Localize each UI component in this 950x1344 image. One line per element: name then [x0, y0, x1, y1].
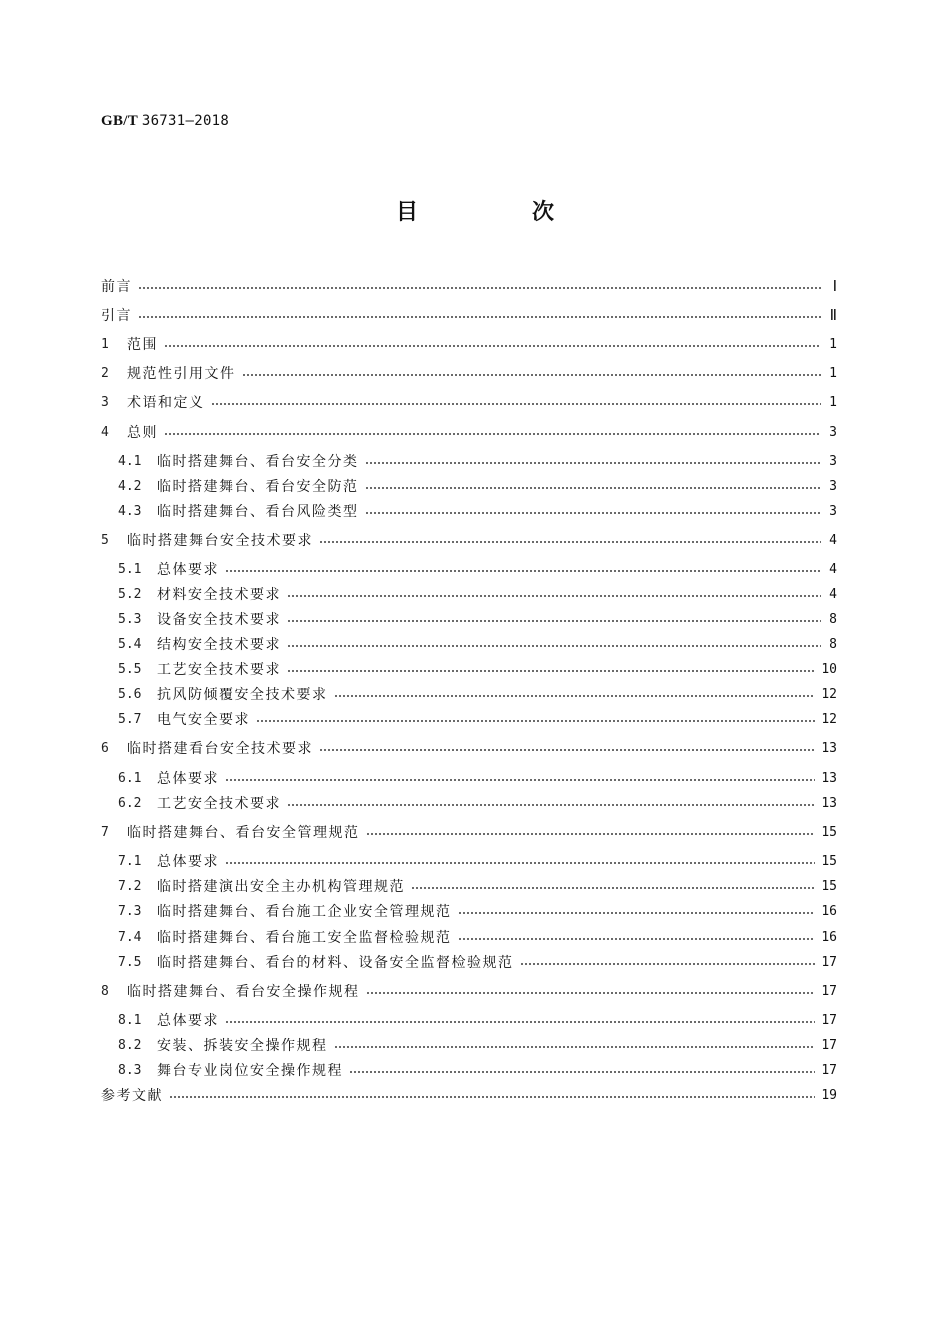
toc-entry-number: 3 — [101, 394, 109, 410]
toc-entry-number: 5.5 — [118, 661, 142, 677]
toc-entry[interactable] — [118, 900, 837, 922]
toc-entry-number: 7.1 — [118, 853, 142, 869]
toc-entry-title: 临时搭建看台安全技术要求 — [127, 741, 313, 757]
toc-entry[interactable] — [101, 333, 837, 355]
toc-dot-leader — [138, 275, 821, 297]
toc-entry-page: 17 — [821, 1037, 837, 1053]
toc-entry-title: 参考文献 — [101, 1088, 163, 1104]
toc-entry-number: 6.2 — [118, 795, 142, 811]
toc-dot-leader — [319, 529, 821, 551]
toc-entry-title: 临时搭建演出安全主办机构管理规范 — [157, 879, 405, 895]
toc-title: 目 次 — [395, 200, 600, 225]
toc-entry-page: 1 — [829, 365, 837, 381]
toc-entry-page: 1 — [829, 336, 837, 352]
toc-dot-leader — [334, 683, 816, 705]
toc-dot-leader — [319, 737, 815, 759]
toc-dot-leader — [211, 391, 822, 413]
toc-entry-page: 3 — [829, 424, 837, 440]
toc-entry[interactable] — [118, 1009, 837, 1031]
toc-entry-number: 8.1 — [118, 1012, 142, 1028]
toc-entry-title: 材料安全技术要求 — [157, 587, 281, 603]
toc-entry[interactable] — [118, 558, 837, 580]
toc-entry-title: 工艺安全技术要求 — [157, 796, 281, 812]
toc-entry[interactable] — [118, 850, 837, 872]
toc-dot-leader — [365, 500, 822, 522]
toc-dot-leader — [225, 850, 815, 872]
toc-entry-page: 17 — [821, 1012, 837, 1028]
toc-dot-leader — [164, 421, 821, 443]
toc-entry[interactable] — [118, 926, 837, 948]
toc-entry-number: 8.2 — [118, 1037, 142, 1053]
toc-entry-title: 范围 — [127, 337, 158, 353]
toc-entry-number: 8.3 — [118, 1062, 142, 1078]
toc-entry-title: 临时搭建舞台、看台的材料、设备安全监督检验规范 — [157, 955, 514, 971]
toc-entry[interactable] — [101, 737, 837, 759]
toc-entry[interactable] — [118, 683, 837, 705]
toc-entry-page: 4 — [829, 586, 837, 602]
toc-entry-number: 1 — [101, 336, 109, 352]
toc-entry-page: 15 — [821, 824, 837, 840]
toc-entry[interactable] — [118, 1034, 837, 1056]
toc-entry[interactable] — [101, 529, 837, 551]
toc-entry-page: 15 — [821, 878, 837, 894]
toc-entry-number: 6.1 — [118, 770, 142, 786]
toc-dot-leader — [334, 1034, 816, 1056]
toc-entry-number: 4.1 — [118, 453, 142, 469]
toc-dot-leader — [287, 608, 821, 630]
toc-entry[interactable] — [101, 821, 837, 843]
toc-entry-page: 10 — [821, 661, 837, 677]
toc-entry[interactable] — [101, 275, 837, 297]
toc-dot-leader — [287, 583, 821, 605]
toc-entry-number: 7.5 — [118, 954, 142, 970]
toc-entry-title: 工艺安全技术要求 — [157, 662, 281, 678]
toc-dot-leader — [164, 333, 821, 355]
toc-entry-title: 前言 — [101, 279, 132, 295]
toc-dot-leader — [520, 951, 816, 973]
toc-entry[interactable] — [101, 304, 837, 326]
toc-entry-number: 6 — [101, 740, 109, 756]
toc-entry-number: 8 — [101, 983, 109, 999]
document-code-number: 36731—2018 — [141, 113, 230, 129]
toc-entry-title: 临时搭建舞台、看台安全管理规范 — [127, 825, 360, 841]
toc-entry-page: 17 — [821, 1062, 837, 1078]
toc-entry-number: 4.2 — [118, 478, 142, 494]
toc-entry-title: 抗风防倾覆安全技术要求 — [157, 687, 328, 703]
toc-entry-page: 17 — [821, 983, 837, 999]
toc-entry[interactable] — [118, 792, 837, 814]
toc-entry-page: 1 — [829, 394, 837, 410]
toc-dot-leader — [458, 900, 816, 922]
toc-entry-page: 13 — [821, 795, 837, 811]
toc-dot-leader — [349, 1059, 815, 1081]
toc-dot-leader — [365, 450, 822, 472]
toc-entry-number: 7 — [101, 824, 109, 840]
toc-entry-page: 3 — [829, 503, 837, 519]
toc-entry-title: 临时搭建舞台安全技术要求 — [127, 533, 313, 549]
toc-entry-title: 总则 — [127, 425, 158, 441]
toc-entry-page: 13 — [821, 740, 837, 756]
toc-entry-page: 4 — [829, 532, 837, 548]
toc-entry-title: 总体要求 — [157, 854, 219, 870]
toc-entry-title: 总体要求 — [157, 771, 219, 787]
toc-dot-leader — [366, 980, 816, 1002]
toc-entry-title: 规范性引用文件 — [127, 366, 236, 382]
toc-entry[interactable] — [118, 500, 837, 522]
toc-entry-number: 5 — [101, 532, 109, 548]
toc-entry-number: 7.4 — [118, 929, 142, 945]
toc-entry-title: 结构安全技术要求 — [157, 637, 281, 653]
toc-entry[interactable] — [118, 450, 837, 472]
toc-entry[interactable] — [118, 875, 837, 897]
toc-dot-leader — [242, 362, 822, 384]
toc-entry-number: 5.6 — [118, 686, 142, 702]
toc-entry-title: 引言 — [101, 308, 132, 324]
toc-entry-title: 总体要求 — [157, 562, 219, 578]
toc-dot-leader — [169, 1084, 815, 1106]
toc-entry-page: 16 — [821, 929, 837, 945]
toc-entry-page: 15 — [821, 853, 837, 869]
toc-entry-title: 总体要求 — [157, 1013, 219, 1029]
toc-dot-leader — [256, 708, 815, 730]
toc-entry[interactable] — [118, 1059, 837, 1081]
toc-entry[interactable] — [101, 391, 837, 413]
toc-entry-page: 12 — [821, 686, 837, 702]
toc-dot-leader — [225, 767, 815, 789]
toc-entry-title: 临时搭建舞台、看台安全操作规程 — [127, 984, 360, 1000]
toc-entry-title: 临时搭建舞台、看台风险类型 — [157, 504, 359, 520]
toc-entry[interactable] — [101, 1084, 837, 1106]
document-code-prefix: GB/T — [101, 113, 138, 129]
toc-entry-page: 17 — [821, 954, 837, 970]
document-code — [101, 113, 229, 130]
toc-entry[interactable] — [118, 633, 837, 655]
toc-entry-number: 4.3 — [118, 503, 142, 519]
toc-entry-number: 5.1 — [118, 561, 142, 577]
toc-entry[interactable] — [101, 980, 837, 1002]
toc-entry-number: 5.2 — [118, 586, 142, 602]
toc-dot-leader — [458, 926, 816, 948]
toc-dot-leader — [411, 875, 815, 897]
toc-entry-number: 7.3 — [118, 903, 142, 919]
toc-dot-leader — [365, 475, 822, 497]
toc-entry-number: 2 — [101, 365, 109, 381]
toc-entry-number: 5.7 — [118, 711, 142, 727]
toc-entry-title: 临时搭建舞台、看台施工安全监督检验规范 — [157, 930, 452, 946]
toc-entry-title: 安装、拆装安全操作规程 — [157, 1038, 328, 1054]
toc-dot-leader — [287, 658, 815, 680]
toc-entry-number: 5.4 — [118, 636, 142, 652]
toc-entry-title: 电气安全要求 — [157, 712, 250, 728]
toc-entry-page: 8 — [829, 636, 837, 652]
toc-dot-leader — [225, 1009, 815, 1031]
toc-dot-leader — [225, 558, 821, 580]
toc-dot-leader — [138, 304, 821, 326]
toc-entry-number: 7.2 — [118, 878, 142, 894]
toc-dot-leader — [287, 792, 815, 814]
toc-entry-title: 术语和定义 — [127, 395, 205, 411]
toc-entry-page: 8 — [829, 611, 837, 627]
toc-dot-leader — [287, 633, 821, 655]
toc-entry[interactable] — [118, 658, 837, 680]
toc-entry-page: 16 — [821, 903, 837, 919]
toc-entry[interactable] — [118, 608, 837, 630]
toc-entry-page: 3 — [829, 453, 837, 469]
toc-entry-page: Ⅰ — [832, 278, 837, 295]
toc-entry[interactable] — [118, 767, 837, 789]
toc-entry[interactable] — [101, 421, 837, 443]
toc-entry-page: Ⅱ — [829, 307, 837, 324]
toc-entry-page: 4 — [829, 561, 837, 577]
toc-dot-leader — [366, 821, 816, 843]
toc-entry-title: 临时搭建舞台、看台施工企业安全管理规范 — [157, 904, 452, 920]
toc-entry[interactable] — [118, 475, 837, 497]
toc-entry-page: 3 — [829, 478, 837, 494]
toc-entry[interactable] — [118, 708, 837, 730]
toc-entry[interactable] — [118, 951, 837, 973]
toc-entry-title: 临时搭建舞台、看台安全防范 — [157, 479, 359, 495]
toc-entry-number: 5.3 — [118, 611, 142, 627]
toc-entry-page: 13 — [821, 770, 837, 786]
toc-entry-number: 4 — [101, 424, 109, 440]
toc-entry-title: 舞台专业岗位安全操作规程 — [157, 1063, 343, 1079]
toc-entry[interactable] — [118, 583, 837, 605]
toc-entry-page: 19 — [821, 1087, 837, 1103]
toc-entry[interactable] — [101, 362, 837, 384]
toc-entry-title: 设备安全技术要求 — [157, 612, 281, 628]
toc-entry-title: 临时搭建舞台、看台安全分类 — [157, 454, 359, 470]
toc-entry-page: 12 — [821, 711, 837, 727]
